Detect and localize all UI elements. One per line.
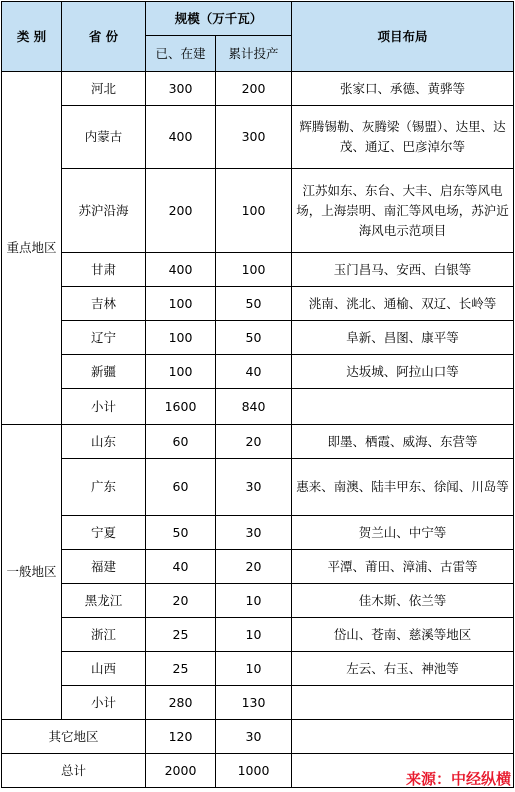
province-cell: 福建: [62, 550, 146, 584]
table-row: [2, 425, 514, 459]
layout-cell: 玉门昌马、安西、白银等: [292, 253, 514, 287]
table-row: [2, 287, 514, 321]
table-row: [2, 169, 514, 253]
table-row: [2, 584, 514, 618]
layout-cell: 贺兰山、中宁等: [292, 516, 514, 550]
built-cell: 300: [146, 72, 216, 106]
cumulative-cell: 10: [216, 652, 292, 686]
province-cell: 苏沪沿海: [62, 169, 146, 253]
layout-cell: 左云、右玉、神池等: [292, 652, 514, 686]
table-row: [2, 355, 514, 389]
cumulative-cell: 30: [216, 720, 292, 754]
cumulative-cell: 130: [216, 686, 292, 720]
cumulative-cell: 50: [216, 321, 292, 355]
wind-power-table: [1, 1, 514, 788]
layout-cell: 惠来、南澳、陆丰甲东、徐闻、川岛等: [292, 459, 514, 516]
source-watermark: 来源：中经纵横: [405, 770, 511, 788]
built-cell: 25: [146, 618, 216, 652]
cumulative-cell: 10: [216, 584, 292, 618]
province-cell: 山西: [62, 652, 146, 686]
layout-cell: 辉腾锡勒、灰腾梁（锡盟）、达里、达茂、通辽、巴彦淖尔等: [292, 106, 514, 169]
cumulative-cell: 20: [216, 425, 292, 459]
province-cell: 浙江: [62, 618, 146, 652]
built-cell: 400: [146, 253, 216, 287]
cumulative-cell: 200: [216, 72, 292, 106]
province-cell: 甘肃: [62, 253, 146, 287]
subtotal-label: 小计: [62, 686, 146, 720]
cumulative-cell: 10: [216, 618, 292, 652]
province-cell: 广东: [62, 459, 146, 516]
layout-cell: [292, 720, 514, 754]
table-row: [2, 72, 514, 106]
built-cell: 50: [146, 516, 216, 550]
built-cell: 1600: [146, 389, 216, 425]
table-row: [2, 516, 514, 550]
province-cell: 吉林: [62, 287, 146, 321]
header-category: 类 别: [2, 2, 62, 72]
cumulative-cell: 50: [216, 287, 292, 321]
layout-cell: 即墨、栖霞、威海、东营等: [292, 425, 514, 459]
cumulative-cell: 840: [216, 389, 292, 425]
cumulative-cell: 40: [216, 355, 292, 389]
built-cell: 400: [146, 106, 216, 169]
table-row: [2, 459, 514, 516]
cumulative-cell: 100: [216, 253, 292, 287]
province-cell: 新疆: [62, 355, 146, 389]
total-label: 总计: [2, 754, 146, 788]
layout-cell: 张家口、承德、黄骅等: [292, 72, 514, 106]
cumulative-cell: 30: [216, 459, 292, 516]
layout-cell: 洮南、洮北、通榆、双辽、长岭等: [292, 287, 514, 321]
table-row: [2, 253, 514, 287]
other-regions-row: [2, 720, 514, 754]
province-cell: 山东: [62, 425, 146, 459]
table-row: [2, 321, 514, 355]
built-cell: 280: [146, 686, 216, 720]
layout-cell: 佳木斯、依兰等: [292, 584, 514, 618]
cumulative-cell: 20: [216, 550, 292, 584]
cumulative-cell: 1000: [216, 754, 292, 788]
header-built: 已、在建: [146, 36, 216, 72]
layout-cell: 江苏如东、东台、大丰、启东等风电场，上海崇明、南汇等风电场，苏沪近海风电示范项目: [292, 169, 514, 253]
built-cell: 25: [146, 652, 216, 686]
cumulative-cell: 300: [216, 106, 292, 169]
built-cell: 100: [146, 355, 216, 389]
built-cell: 40: [146, 550, 216, 584]
built-cell: 120: [146, 720, 216, 754]
built-cell: 20: [146, 584, 216, 618]
header-layout: 项目布局: [292, 2, 514, 72]
layout-cell: 阜新、昌图、康平等: [292, 321, 514, 355]
built-cell: 200: [146, 169, 216, 253]
province-cell: 辽宁: [62, 321, 146, 355]
subtotal-row: [2, 389, 514, 425]
province-cell: 黑龙江: [62, 584, 146, 618]
layout-cell: [292, 389, 514, 425]
province-cell: 内蒙古: [62, 106, 146, 169]
layout-cell: 平潭、莆田、漳浦、古雷等: [292, 550, 514, 584]
category-key-regions: 重点地区: [2, 72, 62, 425]
table-row: [2, 652, 514, 686]
cumulative-cell: 100: [216, 169, 292, 253]
built-cell: 60: [146, 425, 216, 459]
subtotal-label: 小计: [62, 389, 146, 425]
layout-cell: [292, 686, 514, 720]
built-cell: 60: [146, 459, 216, 516]
built-cell: 100: [146, 321, 216, 355]
header-province: 省 份: [62, 2, 146, 72]
built-cell: 2000: [146, 754, 216, 788]
header-row-1: [2, 2, 514, 36]
cumulative-cell: 30: [216, 516, 292, 550]
table-row: [2, 106, 514, 169]
other-regions-label: 其它地区: [2, 720, 146, 754]
province-cell: 宁夏: [62, 516, 146, 550]
layout-cell: 岱山、苍南、慈溪等地区: [292, 618, 514, 652]
category-general-regions: 一般地区: [2, 425, 62, 720]
built-cell: 100: [146, 287, 216, 321]
subtotal-row: [2, 686, 514, 720]
header-cumulative: 累计投产: [216, 36, 292, 72]
header-scale: 规模（万千瓦）: [146, 2, 292, 36]
table-row: [2, 550, 514, 584]
table-row: [2, 618, 514, 652]
province-cell: 河北: [62, 72, 146, 106]
layout-cell: 达坂城、阿拉山口等: [292, 355, 514, 389]
